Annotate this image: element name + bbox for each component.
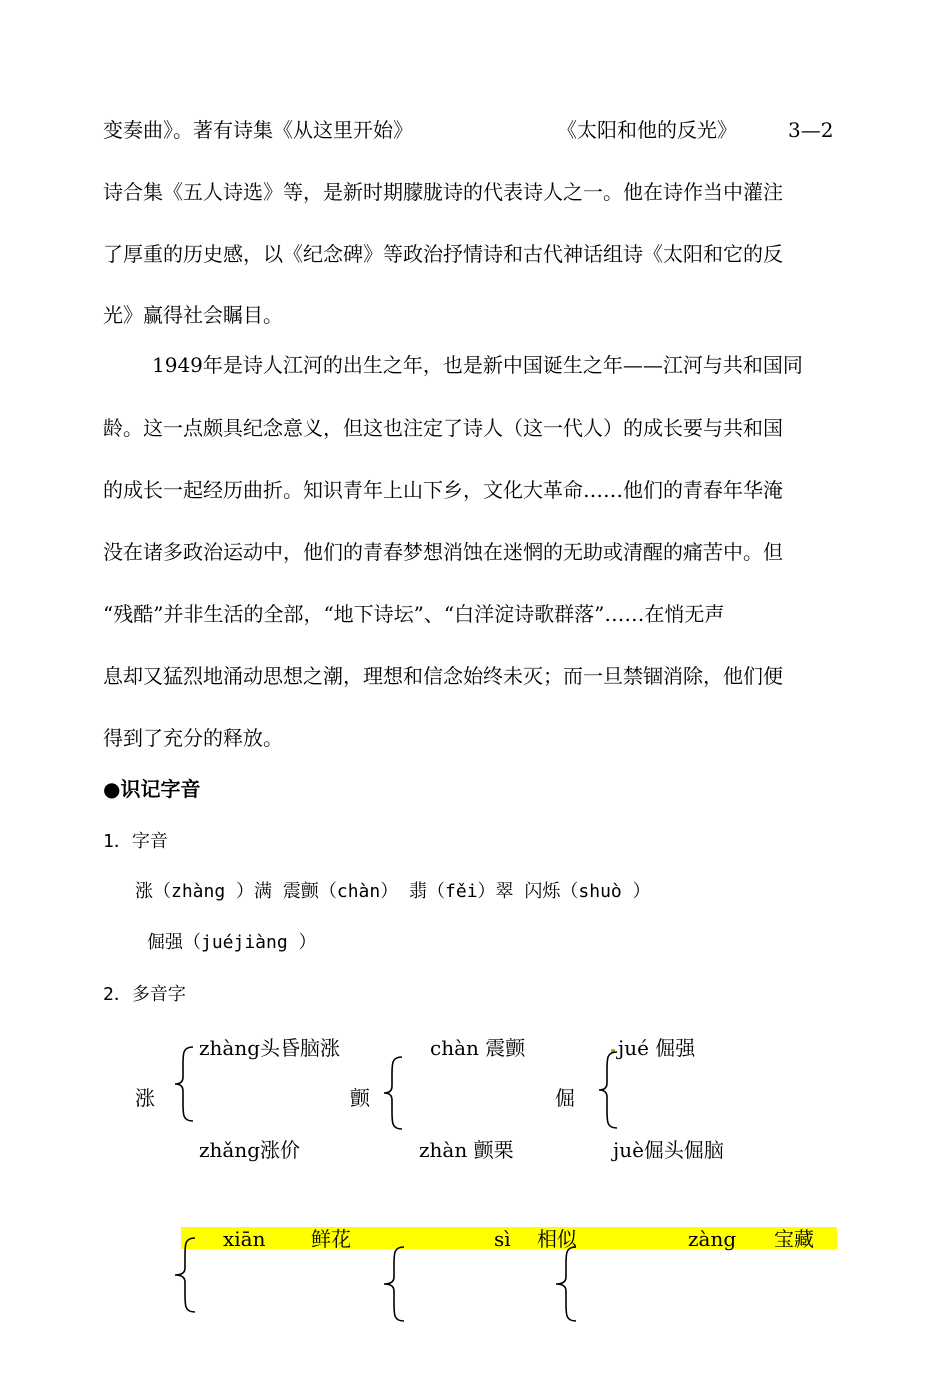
item1-title: 1．字音 [103,831,168,852]
paragraph1-line1-c: 3—2 [788,118,834,142]
polyphone3-char: 倔 [555,1086,575,1110]
polyphone2-bottom: zhàn 颤栗 [419,1138,514,1162]
paragraph1-line1 [103,118,413,142]
polyphone2-char: 颤 [350,1086,370,1110]
brace-icon [597,1050,619,1130]
paragraph2-line5: “残酷”并非生活的全部，“地下诗坛”、“白洋淀诗歌群落”……在悄无声 [103,602,725,626]
brace-icon [173,1045,195,1123]
brace-icon [173,1236,197,1314]
polyphone1-bottom: zhǎng涨价 [199,1138,301,1162]
item2-title: 2．多音字 [103,984,186,1005]
brace-icon [382,1055,404,1131]
paragraph2-line1: 1949年是诗人江河的出生之年，也是新中国诞生之年——江河与共和国同 [152,353,803,377]
polyphone2-top: chàn 震颤 [430,1036,526,1060]
paragraph1-line1-b: 《太阳和他的反光》 [557,118,737,142]
paragraph1-line2: 诗合集《五人诗选》等，是新时期朦胧诗的代表诗人之一。他在诗作当中灌注 [103,180,783,204]
highlight-pinyin-3: zàng [688,1227,737,1251]
polyphone3-top: jué 倔强 [618,1036,696,1060]
brace-icon [382,1245,406,1323]
highlight-pinyin-1: xiān [223,1227,266,1251]
highlight-pinyin-2: sì [494,1227,511,1251]
paragraph2-line7: 得到了充分的释放。 [103,726,283,750]
section-heading: ●识记字音 [103,777,201,801]
paragraph2-line6: 息却又猛烈地涌动思想之潮，理想和信念始终未灭；而一旦禁锢消除，他们便 [103,664,783,688]
polyphone1-char: 涨 [135,1086,155,1110]
paragraph1-line4: 光》赢得社会瞩目。 [103,303,283,327]
polyphone1-top: zhàng头昏脑涨 [199,1036,341,1060]
polyphone3-bottom: juè倔头倔脑 [613,1138,724,1162]
brace-icon [554,1245,578,1323]
item1-line1: 涨（zhàng ）满 震颤（chàn） 翡（fěi）翠 闪烁（shuò ） [135,881,651,902]
highlight-word-1: 鲜花 [311,1227,351,1251]
paragraph2-line3: 的成长一起经历曲折。知识青年上山下乡，文化大革命……他们的青春年华淹 [103,478,783,502]
paragraph1-line3: 了厚重的历史感，以《纪念碑》等政治抒情诗和古代神话组诗《太阳和它的反 [103,242,783,266]
paragraph2-line2: 龄。这一点颇具纪念意义，但这也注定了诗人（这一代人）的成长要与共和国 [103,416,783,440]
paragraph2-line4: 没在诸多政治运动中，他们的青春梦想消蚀在迷惘的无助或清醒的痛苦中。但 [103,540,783,564]
paragraph1-line1-a: 变奏曲》。著有诗集《从这里开始》 [103,118,413,142]
highlight-word-2: 相似 [537,1227,577,1251]
highlight-word-3: 宝藏 [774,1227,814,1251]
item1-line2: 倔强（juéjiàng ） [147,932,317,953]
